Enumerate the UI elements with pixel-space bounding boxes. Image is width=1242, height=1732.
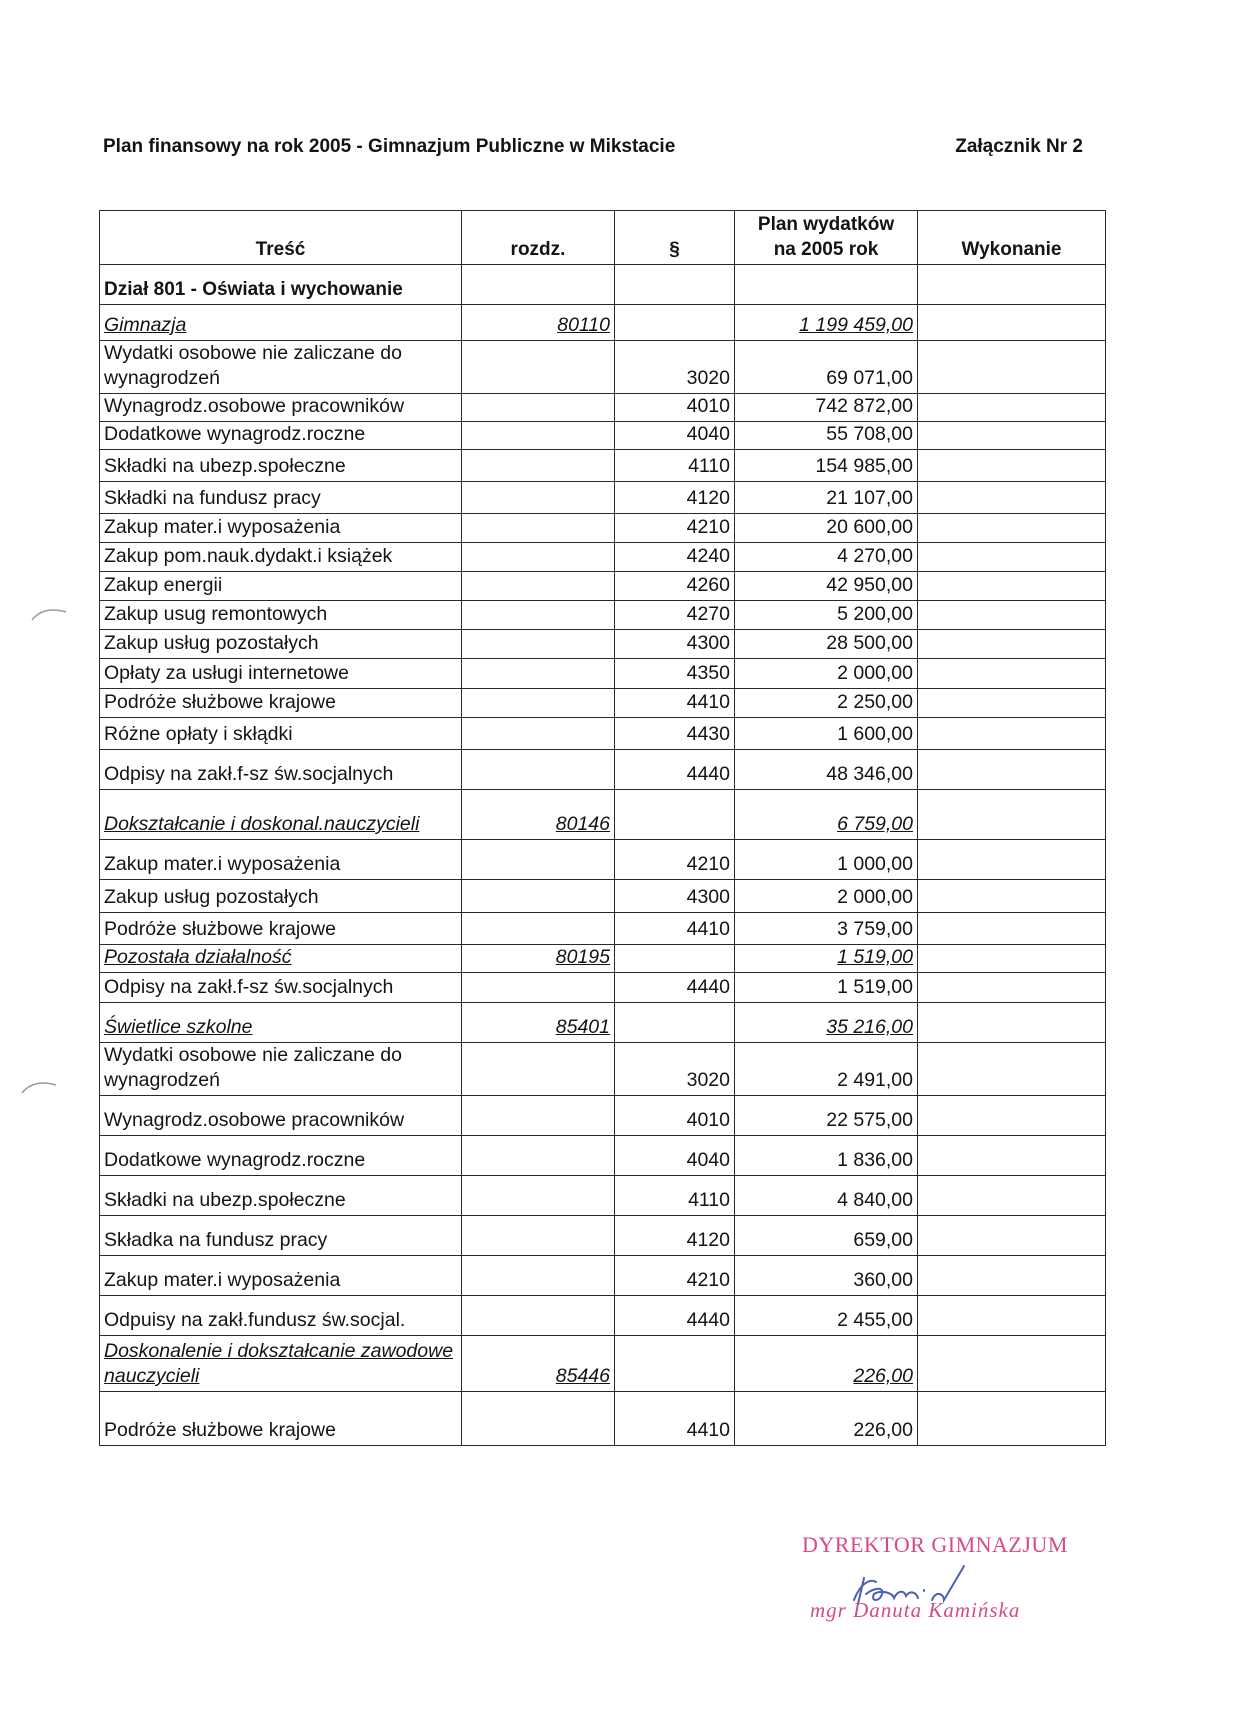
cell-wykonanie xyxy=(918,718,1106,750)
cell-tresc: Składka na fundusz pracy xyxy=(100,1216,462,1256)
cell-plan: 1 600,00 xyxy=(735,718,918,750)
cell-rozdz xyxy=(462,341,615,394)
table-row xyxy=(100,450,1106,482)
table-row xyxy=(100,1043,1106,1096)
cell-tresc: Odpisy na zakł.f-sz św.socjalnych xyxy=(100,750,462,790)
cell-rozdz xyxy=(462,572,615,601)
cell-tresc: Zakup mater.i wyposażenia xyxy=(100,514,462,543)
cell-paragraf: 4040 xyxy=(615,1136,735,1176)
cell-rozdz xyxy=(462,1392,615,1446)
cell-paragraf: 4120 xyxy=(615,482,735,514)
cell-plan xyxy=(735,945,918,973)
cell-paragraf: 4210 xyxy=(615,514,735,543)
cell-wykonanie xyxy=(918,689,1106,718)
cell-tresc: Składki na ubezp.społeczne xyxy=(100,1176,462,1216)
column-header-wykonanie: Wykonanie xyxy=(918,211,1106,265)
table-row xyxy=(100,422,1106,450)
cell-wykonanie xyxy=(918,630,1106,659)
cell-rozdz xyxy=(462,1296,615,1336)
column-header-plan-line2: na 2005 rok xyxy=(773,239,879,260)
cell-wykonanie xyxy=(918,1136,1106,1176)
table-row xyxy=(100,718,1106,750)
cell-paragraf: 4240 xyxy=(615,543,735,572)
cell-tresc: Zakup usug remontowych xyxy=(100,601,462,630)
cell-tresc: Podróże służbowe krajowe xyxy=(100,913,462,945)
cell-paragraf: 4210 xyxy=(615,840,735,880)
subtotal-row xyxy=(100,305,1106,341)
cell-rozdz xyxy=(462,750,615,790)
cell-paragraf: 4440 xyxy=(615,750,735,790)
cell-plan-text: 35 216,00 xyxy=(826,1016,913,1038)
table-row xyxy=(100,840,1106,880)
cell-plan: 28 500,00 xyxy=(735,630,918,659)
cell-rozdz xyxy=(462,945,615,973)
cell-tresc xyxy=(100,1003,462,1043)
column-header-rozdz: rozdz. xyxy=(462,211,615,265)
cell-tresc: Zakup mater.i wyposażenia xyxy=(100,1256,462,1296)
cell-rozdz xyxy=(462,973,615,1003)
cell-plan: 659,00 xyxy=(735,1216,918,1256)
table-row xyxy=(100,482,1106,514)
cell-rozdz xyxy=(462,422,615,450)
cell-rozdz xyxy=(462,1096,615,1136)
cell-rozdz xyxy=(462,913,615,945)
subtotal-row xyxy=(100,1336,1106,1392)
cell-wykonanie xyxy=(918,482,1106,514)
cell-wykonanie xyxy=(918,394,1106,422)
cell-plan xyxy=(735,1336,918,1392)
table-row xyxy=(100,880,1106,913)
cell-plan: 1 000,00 xyxy=(735,840,918,880)
cell-plan: 69 071,00 xyxy=(735,341,918,394)
cell-plan-text: 6 759,00 xyxy=(837,813,913,835)
cell-paragraf xyxy=(615,945,735,973)
table-cell xyxy=(918,265,1106,305)
cell-plan: 22 575,00 xyxy=(735,1096,918,1136)
cell-paragraf xyxy=(615,790,735,840)
table-row xyxy=(100,1256,1106,1296)
cell-tresc: Składki na ubezp.społeczne xyxy=(100,450,462,482)
cell-tresc-text: Doskonalenie i dokształcanie zawodowe nauczycieli xyxy=(104,1340,454,1387)
cell-tresc: Wynagrodz.osobowe pracowników xyxy=(100,394,462,422)
cell-paragraf: 3020 xyxy=(615,1043,735,1096)
cell-plan: 2 455,00 xyxy=(735,1296,918,1336)
cell-rozdz xyxy=(462,630,615,659)
cell-wykonanie xyxy=(918,840,1106,880)
cell-tresc xyxy=(100,305,462,341)
cell-plan: 226,00 xyxy=(735,1392,918,1446)
cell-wykonanie xyxy=(918,945,1106,973)
cell-rozdz xyxy=(462,880,615,913)
table-row xyxy=(100,1096,1106,1136)
cell-rozdz xyxy=(462,482,615,514)
cell-paragraf: 4440 xyxy=(615,973,735,1003)
cell-plan: 360,00 xyxy=(735,1256,918,1296)
table-row xyxy=(100,341,1106,394)
cell-paragraf: 4300 xyxy=(615,630,735,659)
cell-paragraf: 4010 xyxy=(615,394,735,422)
table-row xyxy=(100,1136,1106,1176)
cell-paragraf: 4110 xyxy=(615,450,735,482)
table-cell xyxy=(615,265,735,305)
cell-rozdz xyxy=(462,1256,615,1296)
table-row xyxy=(100,394,1106,422)
page-header xyxy=(103,136,1083,162)
cell-paragraf: 4410 xyxy=(615,1392,735,1446)
cell-tresc: Zakup mater.i wyposażenia xyxy=(100,840,462,880)
column-header-paragraf: § xyxy=(615,211,735,265)
cell-tresc: Zakup energii xyxy=(100,572,462,601)
cell-plan: 742 872,00 xyxy=(735,394,918,422)
cell-tresc-text: Dokształcanie i doskonal.nauczycieli xyxy=(104,813,420,835)
cell-tresc: Różne opłaty i skłądki xyxy=(100,718,462,750)
cell-plan-text: 226,00 xyxy=(853,1365,913,1387)
cell-wykonanie xyxy=(918,880,1106,913)
table-row xyxy=(100,543,1106,572)
cell-plan: 2 491,00 xyxy=(735,1043,918,1096)
cell-plan: 20 600,00 xyxy=(735,514,918,543)
cell-rozdz xyxy=(462,601,615,630)
cell-rozdz xyxy=(462,840,615,880)
cell-plan: 2 250,00 xyxy=(735,689,918,718)
cell-plan: 21 107,00 xyxy=(735,482,918,514)
table-cell xyxy=(735,265,918,305)
cell-tresc xyxy=(100,790,462,840)
cell-tresc: Wydatki osobowe nie zaliczane do wynagrodzeń xyxy=(100,341,462,394)
cell-rozdz-text: 85401 xyxy=(555,1016,610,1038)
cell-rozdz xyxy=(462,1216,615,1256)
cell-paragraf xyxy=(615,1003,735,1043)
cell-plan: 55 708,00 xyxy=(735,422,918,450)
cell-rozdz xyxy=(462,1336,615,1392)
section-label: Dział 801 - Oświata i wychowanie xyxy=(100,265,462,305)
table-row xyxy=(100,1296,1106,1336)
cell-wykonanie xyxy=(918,422,1106,450)
table-row xyxy=(100,973,1106,1003)
cell-paragraf: 4110 xyxy=(615,1176,735,1216)
cell-rozdz xyxy=(462,1043,615,1096)
cell-paragraf: 4410 xyxy=(615,913,735,945)
cell-paragraf: 4040 xyxy=(615,422,735,450)
stamp-role: DYREKTOR GIMNAZJUM xyxy=(802,1532,1068,1557)
cell-tresc: Podróże służbowe krajowe xyxy=(100,689,462,718)
cell-rozdz xyxy=(462,1003,615,1043)
cell-wykonanie xyxy=(918,973,1106,1003)
cell-plan xyxy=(735,305,918,341)
table-row xyxy=(100,514,1106,543)
document-title: Plan finansowy na rok 2005 - Gimnazjum Publiczne w Mikstacie xyxy=(103,136,676,157)
cell-rozdz xyxy=(462,659,615,689)
cell-rozdz xyxy=(462,394,615,422)
scan-artifact-icon xyxy=(20,1077,60,1097)
cell-wykonanie xyxy=(918,450,1106,482)
cell-wykonanie xyxy=(918,543,1106,572)
cell-tresc xyxy=(100,945,462,973)
cell-wykonanie xyxy=(918,572,1106,601)
cell-tresc: Dodatkowe wynagrodz.roczne xyxy=(100,1136,462,1176)
cell-tresc: Dodatkowe wynagrodz.roczne xyxy=(100,422,462,450)
table-row xyxy=(100,572,1106,601)
cell-wykonanie xyxy=(918,659,1106,689)
cell-plan xyxy=(735,790,918,840)
cell-plan: 1 836,00 xyxy=(735,1136,918,1176)
cell-tresc: Opłaty za usługi internetowe xyxy=(100,659,462,689)
cell-wykonanie xyxy=(918,1256,1106,1296)
cell-wykonanie xyxy=(918,1296,1106,1336)
cell-paragraf: 4410 xyxy=(615,689,735,718)
cell-wykonanie xyxy=(918,750,1106,790)
cell-plan: 4 840,00 xyxy=(735,1176,918,1216)
cell-wykonanie xyxy=(918,913,1106,945)
table-row xyxy=(100,1176,1106,1216)
cell-wykonanie xyxy=(918,1003,1106,1043)
scan-artifact-icon xyxy=(30,604,70,624)
cell-plan-text: 1 199 459,00 xyxy=(799,314,913,336)
cell-tresc: Składki na fundusz pracy xyxy=(100,482,462,514)
cell-plan: 2 000,00 xyxy=(735,659,918,689)
cell-tresc: Zakup pom.nauk.dydakt.i książek xyxy=(100,543,462,572)
cell-plan xyxy=(735,1003,918,1043)
table-row xyxy=(100,630,1106,659)
cell-tresc-text: Gimnazja xyxy=(104,314,187,336)
cell-tresc-text: Pozostała działalność xyxy=(104,946,292,968)
cell-rozdz xyxy=(462,718,615,750)
cell-paragraf: 3020 xyxy=(615,341,735,394)
cell-wykonanie xyxy=(918,1392,1106,1446)
cell-plan: 2 000,00 xyxy=(735,880,918,913)
cell-wykonanie xyxy=(918,790,1106,840)
cell-paragraf: 4300 xyxy=(615,880,735,913)
cell-plan: 3 759,00 xyxy=(735,913,918,945)
cell-paragraf: 4260 xyxy=(615,572,735,601)
cell-plan: 4 270,00 xyxy=(735,543,918,572)
table-row xyxy=(100,1216,1106,1256)
cell-paragraf: 4120 xyxy=(615,1216,735,1256)
cell-wykonanie xyxy=(918,1043,1106,1096)
cell-plan: 42 950,00 xyxy=(735,572,918,601)
subtotal-row xyxy=(100,1003,1106,1043)
attachment-label: Załącznik Nr 2 xyxy=(955,136,1083,157)
cell-plan: 154 985,00 xyxy=(735,450,918,482)
stamp-name: mgr Danuta Kamińska xyxy=(810,1598,1021,1622)
cell-paragraf xyxy=(615,1336,735,1392)
cell-tresc xyxy=(100,1336,462,1392)
cell-wykonanie xyxy=(918,305,1106,341)
table-row xyxy=(100,659,1106,689)
cell-plan-text: 1 519,00 xyxy=(837,946,913,968)
section-row xyxy=(100,265,1106,305)
cell-rozdz xyxy=(462,450,615,482)
table-row xyxy=(100,689,1106,718)
cell-tresc: Zakup usług pozostałych xyxy=(100,880,462,913)
cell-plan: 5 200,00 xyxy=(735,601,918,630)
signature-stamp xyxy=(790,1532,1090,1642)
cell-plan: 48 346,00 xyxy=(735,750,918,790)
cell-rozdz xyxy=(462,790,615,840)
table-body xyxy=(100,265,1106,1446)
cell-wykonanie xyxy=(918,601,1106,630)
cell-tresc: Wynagrodz.osobowe pracowników xyxy=(100,1096,462,1136)
cell-wykonanie xyxy=(918,341,1106,394)
cell-rozdz xyxy=(462,305,615,341)
table-row xyxy=(100,750,1106,790)
column-header-tresc: Treść xyxy=(100,211,462,265)
column-header-plan xyxy=(735,211,918,265)
table-cell xyxy=(462,265,615,305)
table-header-row xyxy=(100,211,1106,265)
cell-plan: 1 519,00 xyxy=(735,973,918,1003)
cell-paragraf: 4430 xyxy=(615,718,735,750)
table-row xyxy=(100,1392,1106,1446)
cell-wykonanie xyxy=(918,514,1106,543)
cell-tresc: Odpuisy na zakł.fundusz św.socjal. xyxy=(100,1296,462,1336)
cell-tresc: Podróże służbowe krajowe xyxy=(100,1392,462,1446)
cell-wykonanie xyxy=(918,1096,1106,1136)
cell-rozdz-text: 80146 xyxy=(555,813,610,835)
cell-rozdz xyxy=(462,543,615,572)
cell-rozdz-text: 80110 xyxy=(557,314,610,336)
cell-tresc: Wydatki osobowe nie zaliczane do wynagrodzeń xyxy=(100,1043,462,1096)
cell-wykonanie xyxy=(918,1176,1106,1216)
cell-paragraf: 4350 xyxy=(615,659,735,689)
cell-tresc-text: Świetlice szkolne xyxy=(104,1016,253,1038)
table-row xyxy=(100,601,1106,630)
cell-paragraf: 4440 xyxy=(615,1296,735,1336)
cell-rozdz-text: 85446 xyxy=(555,1365,610,1387)
cell-tresc: Odpisy na zakł.f-sz św.socjalnych xyxy=(100,973,462,1003)
cell-paragraf xyxy=(615,305,735,341)
cell-paragraf: 4010 xyxy=(615,1096,735,1136)
column-header-plan-line1: Plan wydatków xyxy=(757,214,895,235)
table-row xyxy=(100,913,1106,945)
cell-wykonanie xyxy=(918,1336,1106,1392)
subtotal-row xyxy=(100,790,1106,840)
cell-rozdz xyxy=(462,689,615,718)
cell-rozdz xyxy=(462,514,615,543)
budget-table xyxy=(99,210,1106,1446)
cell-wykonanie xyxy=(918,1216,1106,1256)
cell-rozdz-text: 80195 xyxy=(555,946,610,968)
subtotal-row xyxy=(100,945,1106,973)
cell-tresc: Zakup usług pozostałych xyxy=(100,630,462,659)
cell-rozdz xyxy=(462,1176,615,1216)
cell-rozdz xyxy=(462,1136,615,1176)
cell-paragraf: 4210 xyxy=(615,1256,735,1296)
cell-paragraf: 4270 xyxy=(615,601,735,630)
